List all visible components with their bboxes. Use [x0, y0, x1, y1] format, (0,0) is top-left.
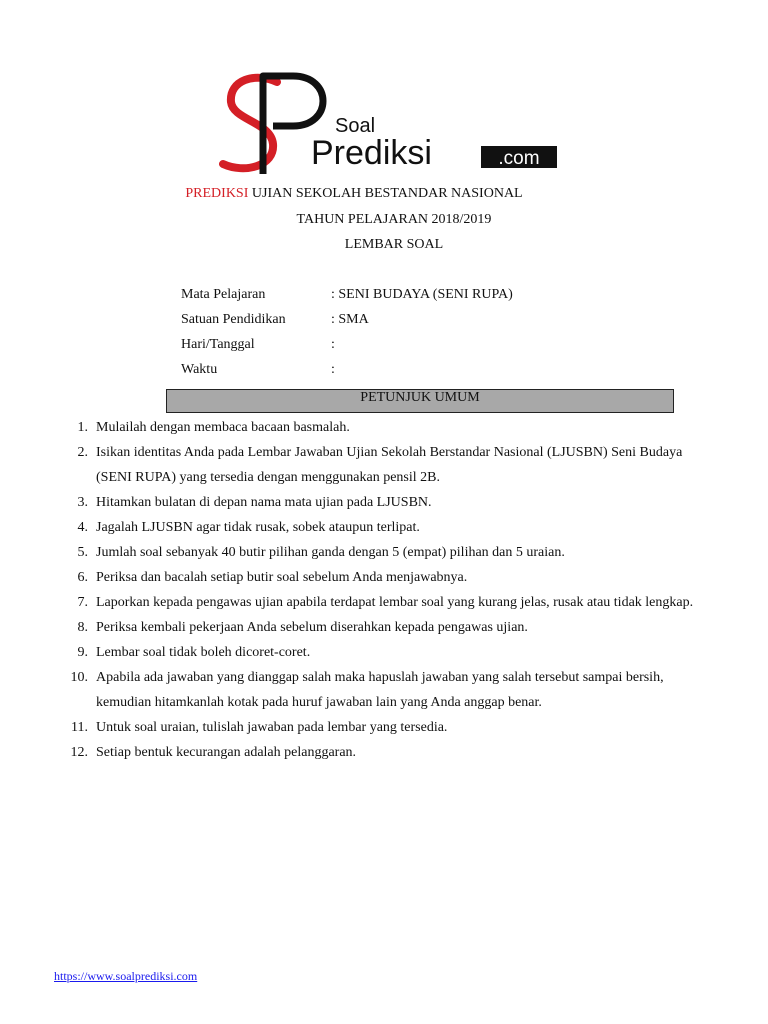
info-label: Hari/Tanggal [181, 337, 255, 352]
document-type: LEMBAR SOAL [344, 237, 444, 252]
instructions-list [60, 415, 710, 765]
item-number: 2. [77, 445, 88, 460]
item-text: Isikan identitas Anda pada Lembar Jawaban Ujian Sekolah Berstandar Nasional (LJUSBN) Seni Budaya (SENI RUPA) yang tersedia dengan menggunakan pensil 2B. [96, 445, 683, 485]
item-number: 4. [77, 520, 88, 535]
exam-title-rest: UJIAN SEKOLAH BESTANDAR NASIONAL [248, 186, 523, 201]
info-row [181, 312, 513, 337]
info-label: Waktu [181, 362, 218, 377]
list-item [60, 415, 710, 440]
item-number: 6. [77, 570, 88, 585]
item-number: 12. [70, 745, 88, 760]
item-text: Periksa kembali pekerjaan Anda sebelum diserahkan kepada pengawas ujian. [96, 620, 528, 635]
item-number: 5. [77, 545, 88, 560]
footer-link[interactable]: https://www.soalprediksi.com [54, 969, 198, 983]
exam-title [0, 186, 708, 202]
info-value: : [331, 337, 335, 352]
list-item [60, 615, 710, 640]
info-row [181, 362, 513, 387]
item-number: 3. [77, 495, 88, 510]
soalprediksi-logo [215, 68, 565, 176]
list-item [60, 490, 710, 515]
info-row [181, 287, 513, 312]
list-item [60, 590, 710, 615]
item-text: Jagalah LJUSBN agar tidak rusak, sobek ataupun terlipat. [96, 520, 420, 535]
list-item [60, 540, 710, 565]
item-number: 8. [77, 620, 88, 635]
item-number: 10. [70, 670, 88, 685]
item-number: 7. [77, 595, 88, 610]
info-label: Mata Pelajaran [181, 287, 266, 302]
logo-com-text: .com [498, 148, 540, 169]
exam-title-highlight: PREDIKSI [185, 186, 249, 201]
list-item [60, 740, 710, 765]
item-text: Lembar soal tidak boleh dicoret-coret. [96, 645, 311, 660]
list-item [60, 665, 710, 715]
info-value: : SMA [331, 312, 369, 327]
item-number: 1. [77, 420, 88, 435]
item-text: Untuk soal uraian, tulislah jawaban pada lembar yang tersedia. [96, 720, 448, 735]
list-item [60, 640, 710, 665]
info-row [181, 337, 513, 362]
item-text: Hitamkan bulatan di depan nama mata ujian pada LJUSBN. [96, 495, 432, 510]
item-text: Setiap bentuk kecurangan adalah pelanggaran. [96, 745, 357, 760]
general-instructions-banner: PETUNJUK UMUM [166, 389, 674, 413]
logo-prediksi-text: Prediksi [311, 134, 432, 172]
item-text: Mulailah dengan membaca bacaan basmalah. [96, 420, 350, 435]
list-item [60, 515, 710, 540]
list-item [60, 440, 710, 490]
exam-info [181, 287, 513, 387]
logo-s-mark [223, 78, 277, 169]
info-value: : SENI BUDAYA (SENI RUPA) [331, 287, 513, 302]
item-text: Laporkan kepada pengawas ujian apabila terdapat lembar soal yang kurang jelas, rusak atau tidak lengkap. [96, 595, 694, 610]
logo-soal-text: Soal [335, 115, 376, 137]
academic-year: TAHUN PELAJARAN 2018/2019 [296, 212, 492, 227]
item-number: 11. [71, 720, 88, 735]
item-text: Apabila ada jawaban yang dianggap salah maka hapuslah jawaban yang salah tersebut sampai bersih, kemudian hitamkanlah kotak pada huruf jawaban lain yang Anda anggap benar. [96, 670, 664, 710]
item-text: Jumlah soal sebanyak 40 butir pilihan ganda dengan 5 (empat) pilihan dan 5 uraian. [96, 545, 565, 560]
item-number: 9. [77, 645, 88, 660]
list-item [60, 715, 710, 740]
footer [54, 969, 197, 984]
info-value: : [331, 362, 335, 377]
item-text: Periksa dan bacalah setiap butir soal sebelum Anda menjawabnya. [96, 570, 468, 585]
list-item [60, 565, 710, 590]
info-label: Satuan Pendidikan [181, 312, 286, 327]
